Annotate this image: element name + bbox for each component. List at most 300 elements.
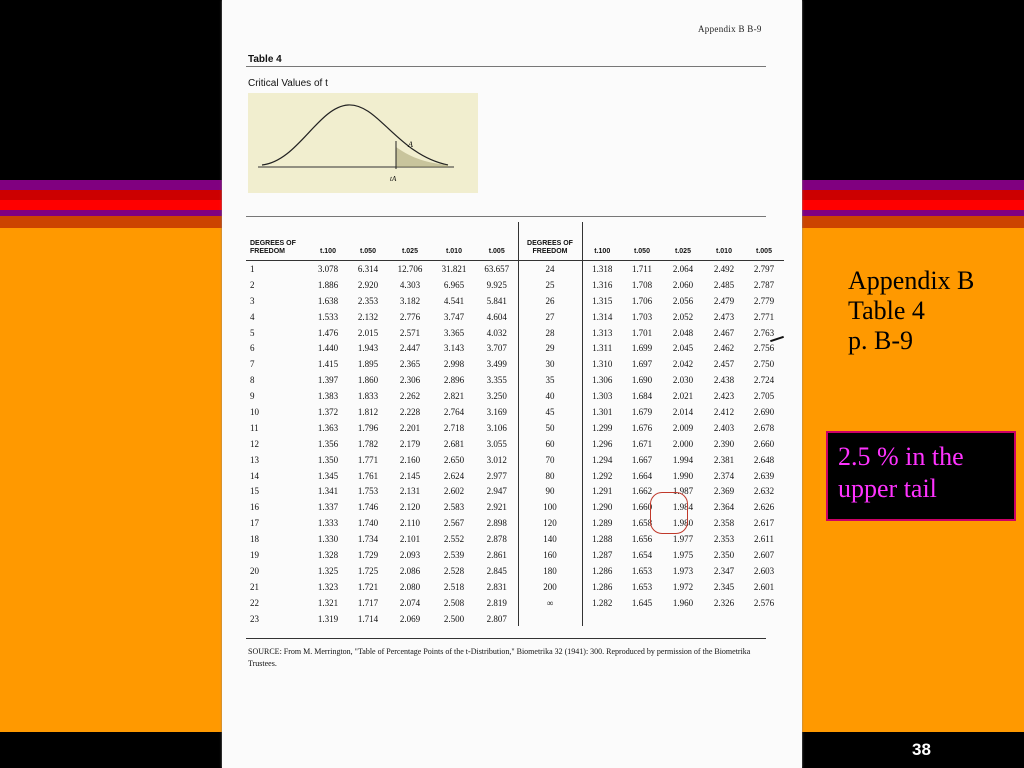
value-cell-right: 1.296 <box>582 436 622 452</box>
value-cell: 2.602 <box>443 486 465 497</box>
value-cell: 1.476 <box>317 327 339 338</box>
value-cell: 1.796 <box>357 422 379 433</box>
value-cell: 5.841 <box>486 295 507 306</box>
value-cell: 2.764 <box>443 406 465 417</box>
value-cell-right: 2.060 <box>672 279 694 290</box>
df-cell-right: 140 <box>518 531 582 547</box>
value-cell: 2.145 <box>399 470 421 481</box>
value-cell-right: 1.711 <box>632 263 652 274</box>
value-cell-right: 1.660 <box>631 502 653 513</box>
source-label: SOURCE: <box>248 647 282 656</box>
value-cell-right: 1.994 <box>672 454 694 465</box>
table-row <box>246 595 784 611</box>
value-cell-right: 1.977 <box>672 534 694 545</box>
value-cell-right: 2.457 <box>713 359 735 370</box>
value-cell: 1.356 <box>317 438 339 449</box>
value-cell: 3.707 <box>486 343 507 354</box>
value-cell: 2.500 <box>443 613 465 624</box>
value-cell: 2.567 <box>443 518 465 529</box>
table-row <box>246 547 784 563</box>
appendix-line: Appendix B <box>848 266 975 295</box>
df-cell: 23 <box>250 613 259 624</box>
value-cell-right: 2.603 <box>753 565 775 576</box>
table-row <box>246 293 784 309</box>
value-cell-right: 1.703 <box>631 311 653 322</box>
header-row <box>246 222 784 261</box>
value-cell-right: 1.708 <box>631 279 653 290</box>
table-row <box>246 309 784 325</box>
value-cell-right: 1.690 <box>631 375 653 386</box>
df-cell: 14 <box>250 470 259 481</box>
value-cell-right: 1.645 <box>631 597 653 608</box>
value-cell: 1.319 <box>317 613 339 624</box>
value-cell-right: 2.048 <box>672 327 694 338</box>
value-cell-right: 2.000 <box>672 438 694 449</box>
df-cell-right: 70 <box>518 452 582 468</box>
appendix-reference <box>848 266 974 356</box>
value-cell: 1.860 <box>357 375 379 386</box>
value-cell-right: 1.658 <box>631 518 653 529</box>
rule-top <box>246 66 766 67</box>
value-cell-right: 1.676 <box>631 422 653 433</box>
value-cell-right: 2.473 <box>713 311 735 322</box>
df-cell-right: 80 <box>518 468 582 484</box>
table-line: Table 4 <box>848 296 925 325</box>
value-cell-right: 2.750 <box>753 359 775 370</box>
value-cell: 1.333 <box>317 518 339 529</box>
value-cell: 4.303 <box>399 279 421 290</box>
header-t025-right: t.025 <box>675 248 691 255</box>
value-cell-right: 2.056 <box>672 295 694 306</box>
value-cell-right: 1.662 <box>631 486 653 497</box>
value-cell: 2.262 <box>399 391 421 402</box>
df-cell: 3 <box>250 295 255 306</box>
value-cell: 3.747 <box>443 311 465 322</box>
header-t025: t.025 <box>402 248 418 255</box>
value-cell: 2.086 <box>399 565 421 576</box>
table-row <box>246 340 784 356</box>
value-cell-right: 2.064 <box>672 263 694 274</box>
value-cell-right: 1.294 <box>582 452 622 468</box>
value-cell-right: 1.290 <box>582 499 622 515</box>
value-cell: 1.812 <box>357 406 379 417</box>
rule-bottom <box>246 638 766 639</box>
df-cell-right: 29 <box>518 340 582 356</box>
value-cell-right: 1.303 <box>582 388 622 404</box>
value-cell-right: 2.678 <box>753 422 775 433</box>
value-cell-right: 2.787 <box>753 279 775 290</box>
value-cell-right: 2.390 <box>713 438 735 449</box>
value-cell: 2.160 <box>399 454 421 465</box>
value-cell: 2.977 <box>486 470 507 481</box>
value-cell-right: 1.664 <box>631 470 653 481</box>
value-cell: 1.323 <box>317 581 339 592</box>
table-body <box>246 261 784 627</box>
value-cell-right: 2.009 <box>672 422 694 433</box>
value-cell-right: 1.990 <box>672 470 694 481</box>
df-cell: 21 <box>250 581 259 592</box>
running-head: Appendix B B-9 <box>698 24 762 34</box>
table-row <box>246 452 784 468</box>
value-cell: 2.101 <box>399 534 421 545</box>
value-cell: 2.920 <box>357 279 379 290</box>
value-cell-right: 2.042 <box>672 359 694 370</box>
value-cell: 1.372 <box>317 406 339 417</box>
value-cell-right: 2.353 <box>713 534 735 545</box>
value-cell: 2.807 <box>486 613 507 624</box>
value-cell: 4.541 <box>443 295 465 306</box>
value-cell: 31.821 <box>441 263 467 274</box>
value-cell: 2.447 <box>399 343 421 354</box>
value-cell: 1.330 <box>317 534 339 545</box>
value-cell-right: 2.626 <box>753 502 775 513</box>
value-cell: 1.325 <box>317 565 339 576</box>
value-cell-right: 2.347 <box>713 565 735 576</box>
value-cell: 2.718 <box>443 422 465 433</box>
value-cell: 1.533 <box>317 311 339 322</box>
value-cell: 1.746 <box>357 502 379 513</box>
value-cell-right: 1.313 <box>582 325 622 341</box>
value-cell: 3.250 <box>486 391 507 402</box>
df-cell-right: 25 <box>518 277 582 293</box>
df-cell-right: 100 <box>518 499 582 515</box>
slide-number: 38 <box>912 740 931 759</box>
table-title: Table 4 <box>248 54 282 65</box>
value-cell: 3.143 <box>443 343 465 354</box>
critical-values-table <box>246 222 784 626</box>
value-cell-right <box>744 611 784 627</box>
value-cell-right: 2.045 <box>672 343 694 354</box>
value-cell-right <box>704 611 744 627</box>
value-cell-right <box>662 611 704 627</box>
df-cell-right: 45 <box>518 404 582 420</box>
df-cell: 9 <box>250 391 255 402</box>
value-cell-right: 2.756 <box>753 343 775 354</box>
value-cell-right: 2.374 <box>713 470 735 481</box>
value-cell-right: 2.014 <box>672 406 694 417</box>
t-distribution-figure <box>248 93 478 193</box>
df-cell-right: 26 <box>518 293 582 309</box>
value-cell-right: 2.601 <box>753 581 775 592</box>
value-cell-right: 2.705 <box>753 391 775 402</box>
header-t005: t.005 <box>488 248 505 255</box>
value-cell: 3.106 <box>486 422 507 433</box>
value-cell: 3.078 <box>317 263 339 274</box>
value-cell: 2.821 <box>443 391 465 402</box>
value-cell: 2.878 <box>486 534 507 545</box>
value-cell: 3.055 <box>486 438 507 449</box>
table-row <box>246 483 784 499</box>
value-cell-right: 2.467 <box>713 327 735 338</box>
value-cell: 4.032 <box>486 327 507 338</box>
value-cell: 3.499 <box>486 359 507 370</box>
header-df-right: DEGREES OF FREEDOM <box>518 222 582 261</box>
table-row <box>246 356 784 372</box>
value-cell: 2.681 <box>443 438 465 449</box>
df-cell: 10 <box>250 406 259 417</box>
value-cell: 4.604 <box>486 311 507 322</box>
value-cell-right: 1.292 <box>582 468 622 484</box>
value-cell: 1.383 <box>317 391 339 402</box>
value-cell: 2.776 <box>399 311 421 322</box>
value-cell: 2.624 <box>443 470 465 481</box>
value-cell: 1.734 <box>357 534 379 545</box>
value-cell: 1.895 <box>357 359 379 370</box>
value-cell: 1.721 <box>357 581 379 592</box>
value-cell: 1.833 <box>357 391 379 402</box>
df-cell-right: 50 <box>518 420 582 436</box>
value-cell-right: 2.779 <box>753 295 775 306</box>
value-cell-right: 2.492 <box>713 263 735 274</box>
value-cell: 2.074 <box>399 597 421 608</box>
df-cell: 8 <box>250 375 255 386</box>
value-cell-right: 2.690 <box>753 406 775 417</box>
value-cell-right: 2.369 <box>713 486 735 497</box>
df-cell: 4 <box>250 311 255 322</box>
value-cell: 1.638 <box>317 295 339 306</box>
value-cell-right: 1.282 <box>582 595 622 611</box>
value-cell-right <box>622 611 662 627</box>
value-cell: 2.898 <box>486 518 507 529</box>
value-cell: 3.182 <box>399 295 421 306</box>
value-cell: 2.650 <box>443 454 465 465</box>
value-cell: 1.753 <box>357 486 379 497</box>
value-cell-right: 2.660 <box>753 438 775 449</box>
df-cell-right: 30 <box>518 356 582 372</box>
df-cell-right <box>518 611 582 627</box>
df-cell: 11 <box>250 422 259 433</box>
upper-tail-callout <box>826 431 1016 521</box>
value-cell-right: 1.656 <box>631 534 653 545</box>
value-cell-right: 2.345 <box>713 581 735 592</box>
df-cell-right: 40 <box>518 388 582 404</box>
table-row <box>246 611 784 627</box>
value-cell: 2.069 <box>399 613 421 624</box>
value-cell-right: 1.299 <box>582 420 622 436</box>
df-cell: 22 <box>250 597 259 608</box>
value-cell-right: 1.318 <box>582 261 622 277</box>
value-cell: 1.350 <box>317 454 339 465</box>
value-cell-right: 1.960 <box>672 597 694 608</box>
value-cell-right: 1.697 <box>631 359 653 370</box>
df-cell: 5 <box>250 327 255 338</box>
value-cell: 1.729 <box>357 549 379 560</box>
value-cell: 2.921 <box>486 502 507 513</box>
value-cell: 2.896 <box>443 375 465 386</box>
value-cell: 12.706 <box>397 263 423 274</box>
value-cell-right: 2.485 <box>713 279 735 290</box>
value-cell: 1.886 <box>317 279 339 290</box>
df-cell-right: 60 <box>518 436 582 452</box>
df-cell: 18 <box>250 534 259 545</box>
value-cell: 1.714 <box>357 613 379 624</box>
value-cell: 1.337 <box>317 502 339 513</box>
curve-line <box>262 105 448 165</box>
df-cell: 12 <box>250 438 259 449</box>
value-cell-right: 1.286 <box>582 579 622 595</box>
df-cell-right: 28 <box>518 325 582 341</box>
value-cell-right: 1.654 <box>631 549 653 560</box>
df-cell: 15 <box>250 486 259 497</box>
value-cell-right: 1.289 <box>582 515 622 531</box>
table-row <box>246 277 784 293</box>
value-cell-right: 1.287 <box>582 547 622 563</box>
df-cell: 19 <box>250 549 259 560</box>
value-cell: 3.355 <box>486 375 507 386</box>
df-cell-right: 27 <box>518 309 582 325</box>
value-cell-right: 2.462 <box>713 343 735 354</box>
value-cell-right: 1.701 <box>631 327 653 338</box>
value-cell-right: 2.479 <box>713 295 735 306</box>
value-cell-right: 2.771 <box>753 311 775 322</box>
header-t050-right: t.050 <box>634 248 650 255</box>
value-cell-right: 1.311 <box>582 340 622 356</box>
header-t100: t.100 <box>320 248 336 255</box>
header-t100-right: t.100 <box>582 222 622 261</box>
t-curve-graphic <box>248 93 478 193</box>
value-cell-right: 1.306 <box>582 372 622 388</box>
value-cell-right: 2.423 <box>713 391 735 402</box>
df-cell-right: 90 <box>518 483 582 499</box>
table-row <box>246 499 784 515</box>
value-cell-right: 1.671 <box>631 438 653 449</box>
value-cell: 2.015 <box>357 327 379 338</box>
value-cell: 2.201 <box>399 422 421 433</box>
value-cell-right: 2.648 <box>753 454 775 465</box>
value-cell-right: 2.576 <box>753 597 775 608</box>
value-cell-right: 2.052 <box>672 311 694 322</box>
value-cell-right: 2.724 <box>753 375 775 386</box>
df-cell: 2 <box>250 279 255 290</box>
value-cell-right: 1.288 <box>582 531 622 547</box>
table-row <box>246 515 784 531</box>
value-cell: 2.831 <box>486 581 507 592</box>
value-cell: 2.819 <box>486 597 507 608</box>
value-cell-right: 2.403 <box>713 422 735 433</box>
value-cell-right: 2.763 <box>753 327 775 338</box>
value-cell: 1.415 <box>317 359 339 370</box>
handwritten-circle <box>650 492 688 534</box>
area-label: A <box>408 140 413 149</box>
df-cell-right: 180 <box>518 563 582 579</box>
value-cell: 2.508 <box>443 597 465 608</box>
source-text: From M. Merrington, "Table of Percentage Points of the t-Distribution," Biometrika 32 (1941): 300. Reproduced by permission of the Biometrika Trustees. <box>248 647 751 668</box>
header-df-left: DEGREES OF FREEDOM <box>250 240 296 255</box>
value-cell: 1.725 <box>357 565 379 576</box>
value-cell: 2.845 <box>486 565 507 576</box>
value-cell-right: 2.632 <box>753 486 775 497</box>
callout-line-1: 2.5 % in the <box>838 442 964 471</box>
df-cell-right: 24 <box>518 261 582 277</box>
value-cell: 2.518 <box>443 581 465 592</box>
value-cell-right: 2.358 <box>713 518 735 529</box>
df-cell-right: ∞ <box>518 595 582 611</box>
callout-line-2: upper tail <box>838 474 937 503</box>
value-cell-right: 1.314 <box>582 309 622 325</box>
value-cell: 2.093 <box>399 549 421 560</box>
value-cell-right: 2.364 <box>713 502 735 513</box>
value-cell: 1.321 <box>317 597 339 608</box>
df-cell: 20 <box>250 565 259 576</box>
value-cell: 63.657 <box>484 263 510 274</box>
table-row <box>246 388 784 404</box>
scanned-book-page <box>222 0 802 768</box>
table-row <box>246 468 784 484</box>
value-cell: 2.110 <box>400 518 420 529</box>
value-cell-right: 1.291 <box>582 483 622 499</box>
value-cell: 2.353 <box>357 295 379 306</box>
table-row <box>246 325 784 341</box>
value-cell: 3.012 <box>486 454 507 465</box>
df-cell-right: 120 <box>518 515 582 531</box>
value-cell: 2.365 <box>399 359 421 370</box>
value-cell: 3.365 <box>443 327 465 338</box>
value-cell-right: 1.699 <box>631 343 653 354</box>
value-cell-right: 1.301 <box>582 404 622 420</box>
header-t010-right: t.010 <box>716 248 732 255</box>
df-cell-right: 35 <box>518 372 582 388</box>
df-cell: 1 <box>250 263 255 274</box>
df-cell: 16 <box>250 502 259 513</box>
value-cell: 2.998 <box>443 359 465 370</box>
value-cell-right: 2.381 <box>713 454 735 465</box>
value-cell: 3.169 <box>486 406 507 417</box>
value-cell: 1.771 <box>357 454 379 465</box>
value-cell: 1.740 <box>357 518 379 529</box>
value-cell-right: 2.030 <box>672 375 694 386</box>
value-cell: 1.328 <box>317 549 339 560</box>
value-cell-right: 1.984 <box>672 502 694 513</box>
value-cell-right: 1.310 <box>582 356 622 372</box>
value-cell: 1.761 <box>357 470 379 481</box>
value-cell: 1.397 <box>317 375 339 386</box>
value-cell: 6.314 <box>357 263 379 274</box>
value-cell: 2.080 <box>399 581 421 592</box>
df-cell: 7 <box>250 359 255 370</box>
value-cell: 2.228 <box>399 406 421 417</box>
value-cell-right: 2.021 <box>672 391 694 402</box>
value-cell-right: 1.316 <box>582 277 622 293</box>
value-cell-right: 1.667 <box>631 454 653 465</box>
table-row <box>246 404 784 420</box>
value-cell: 1.717 <box>357 597 379 608</box>
value-cell: 2.179 <box>399 438 421 449</box>
value-cell-right: 1.980 <box>672 518 694 529</box>
value-cell: 2.528 <box>443 565 465 576</box>
df-cell: 17 <box>250 518 259 529</box>
value-cell-right: 2.617 <box>753 518 775 529</box>
value-cell: 1.943 <box>357 343 379 354</box>
tick-label: tA <box>390 175 397 183</box>
value-cell-right: 1.315 <box>582 293 622 309</box>
value-cell-right: 2.607 <box>753 549 775 560</box>
value-cell-right: 1.706 <box>631 295 653 306</box>
df-cell-right: 200 <box>518 579 582 595</box>
value-cell-right: 2.412 <box>713 406 735 417</box>
value-cell-right: 1.653 <box>631 581 653 592</box>
df-cell: 6 <box>250 343 255 354</box>
value-cell: 1.345 <box>317 470 339 481</box>
value-cell-right: 2.350 <box>713 549 735 560</box>
value-cell: 2.552 <box>443 534 465 545</box>
value-cell: 2.947 <box>486 486 507 497</box>
value-cell: 6.965 <box>443 279 465 290</box>
header-t005-right: t.005 <box>756 248 772 255</box>
value-cell-right: 1.679 <box>631 406 653 417</box>
page-line: p. B-9 <box>848 326 913 355</box>
header-t010: t.010 <box>446 248 462 255</box>
table-row <box>246 420 784 436</box>
